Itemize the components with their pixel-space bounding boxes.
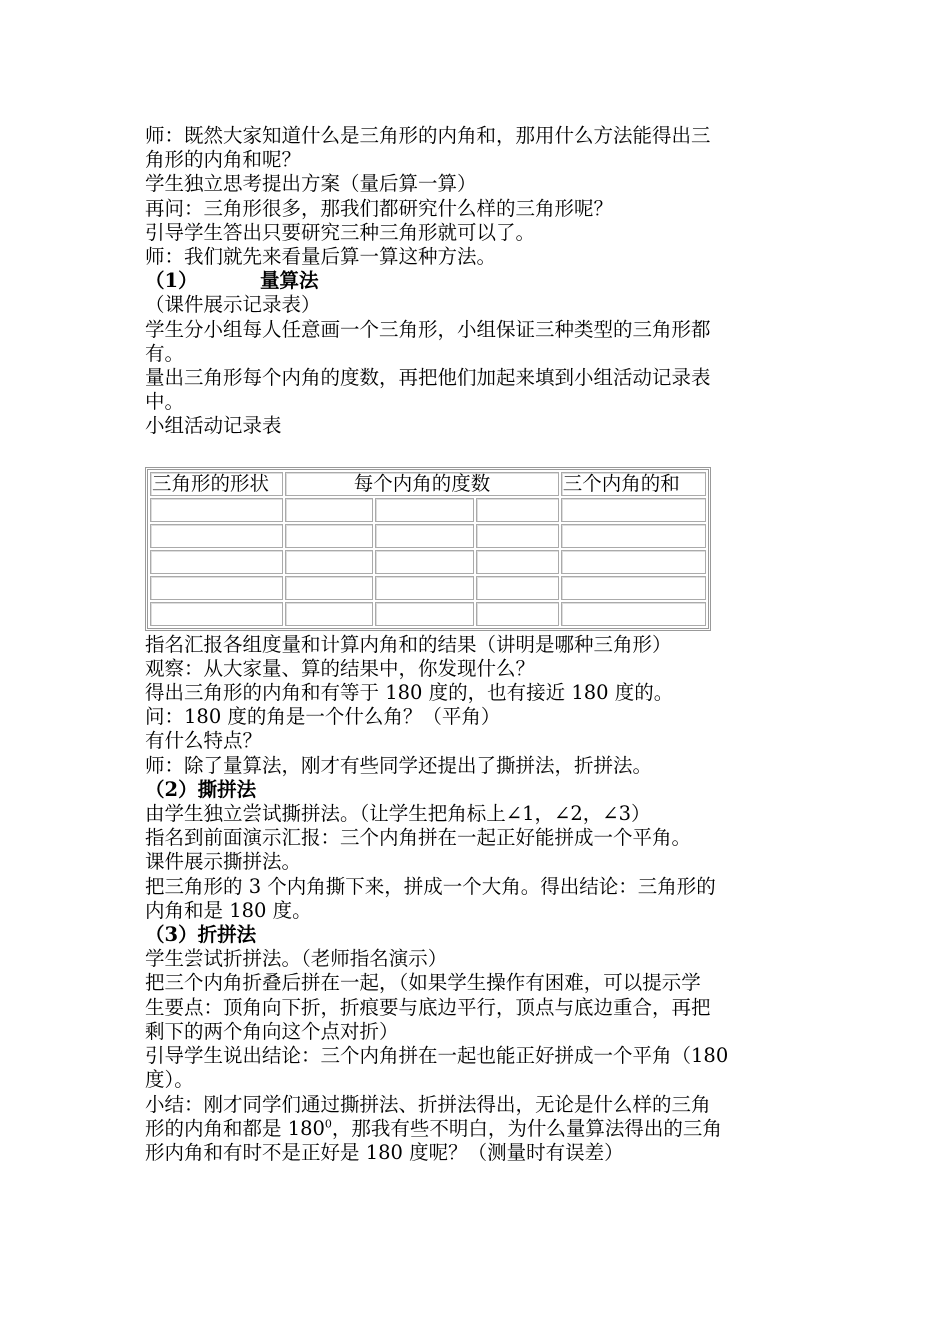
text-line: 指名到前面演示汇报：三个内角拼在一起正好能拼成一个平角。: [145, 826, 692, 850]
text-line: [145, 1117, 805, 1141]
record-table: [145, 467, 711, 631]
text-line: 有。: [145, 341, 185, 365]
section-title: 量算法: [260, 269, 319, 293]
table-cell[interactable]: [150, 498, 283, 522]
table-cell[interactable]: [285, 576, 373, 600]
section-heading-1: [145, 269, 805, 293]
table-cell[interactable]: [375, 602, 473, 626]
text-segment: ，那我有些不明白，为什么量算法得出的三角: [331, 1116, 722, 1140]
table-cell[interactable]: [285, 524, 373, 548]
table-cell[interactable]: [476, 550, 559, 574]
text-line: 形内角和有时不是正好是 180 度呢？（测量时有误差）: [145, 1140, 624, 1164]
text-line: （课件展示记录表）: [145, 293, 321, 317]
header-sum: 三个内角的和: [561, 472, 706, 496]
table-cell[interactable]: [561, 576, 706, 600]
table-cell[interactable]: [375, 550, 473, 574]
text-line: 把三个内角折叠后拼在一起，（如果学生操作有困难，可以提示学: [145, 971, 701, 995]
table-cell[interactable]: [561, 498, 706, 522]
table-cell[interactable]: [285, 498, 373, 522]
text-segment: 形的内角和都是 180: [145, 1116, 325, 1140]
text-line: 得出三角形的内角和有等于 180 度的，也有接近 180 度的。: [145, 681, 674, 705]
text-line: 小结：刚才同学们通过撕拼法、折拼法得出，无论是什么样的三角: [145, 1092, 711, 1116]
text-line: 有什么特点？: [145, 729, 263, 753]
spacer: [145, 439, 805, 463]
text-line: 生要点：顶角向下折，折痕要与底边平行，顶点与底边重合，再把: [145, 995, 711, 1019]
text-line: 内角和是 180 度。: [145, 898, 312, 922]
table-cell[interactable]: [476, 576, 559, 600]
table-row: [150, 602, 706, 626]
table-cell[interactable]: [476, 498, 559, 522]
table-row: [150, 524, 706, 548]
text-line: 角形的内角和呢？: [145, 148, 302, 172]
text-line: 度）。: [145, 1068, 194, 1092]
text-line: 剩下的两个角向这个点对折）: [145, 1019, 399, 1043]
table-cell[interactable]: [476, 524, 559, 548]
table-row: [150, 550, 706, 574]
table-cell[interactable]: [375, 576, 473, 600]
text-line: 由学生独立尝试撕拼法。（让学生把角标上∠1，∠2，∠3）: [145, 802, 651, 826]
text-line: 观察：从大家量、算的结果中，你发现什么？: [145, 656, 536, 680]
table-cell[interactable]: [561, 524, 706, 548]
text-line: 学生尝试折拼法。（老师指名演示）: [145, 947, 448, 971]
table-row: [150, 498, 706, 522]
text-line: 再问：三角形很多，那我们都研究什么样的三角形呢？: [145, 196, 614, 220]
section-heading-2: （2）撕拼法: [145, 777, 257, 801]
table-row: [150, 576, 706, 600]
text-line: 引导学生答出只要研究三种三角形就可以了。: [145, 220, 536, 244]
document-page: [145, 124, 805, 1165]
text-line: 师：既然大家知道什么是三角形的内角和，那用什么方法能得出三: [145, 124, 711, 147]
text-line: 把三角形的 3 个内角撕下来，拼成一个大角。得出结论：三角形的: [145, 874, 716, 898]
text-line: 师：除了量算法，刚才有些同学还提出了撕拼法，折拼法。: [145, 753, 653, 777]
table-cell[interactable]: [375, 498, 473, 522]
table-cell[interactable]: [285, 602, 373, 626]
header-angles: 每个内角的度数: [285, 472, 558, 496]
text-line: 学生分小组每人任意画一个三角形，小组保证三种类型的三角形都: [145, 317, 711, 341]
text-line: 指名汇报各组度量和计算内角和的结果（讲明是哪种三角形）: [145, 632, 672, 656]
table-cell[interactable]: [375, 524, 473, 548]
text-line: 量出三角形每个内角的度数，再把他们加起来填到小组活动记录表: [145, 366, 711, 390]
table-cell[interactable]: [150, 550, 283, 574]
table-caption: 小组活动记录表: [145, 414, 282, 438]
table-cell[interactable]: [561, 602, 706, 626]
table-cell[interactable]: [561, 550, 706, 574]
table-cell[interactable]: [476, 602, 559, 626]
table-cell[interactable]: [150, 576, 283, 600]
degree-superscript: 0: [324, 1117, 332, 1131]
section-heading-3: （3）折拼法: [145, 923, 257, 947]
text-line: 师：我们就先来看量后算一算这种方法。: [145, 245, 497, 269]
header-shape: 三角形的形状: [150, 472, 283, 496]
text-line: 中。: [145, 390, 185, 414]
text-line: 课件展示撕拼法。: [145, 850, 302, 874]
text-line: 引导学生说出结论：三个内角拼在一起也能正好拼成一个平角（180: [145, 1044, 729, 1068]
table-header-row: [150, 472, 706, 496]
table-cell[interactable]: [285, 550, 373, 574]
table-cell[interactable]: [150, 602, 283, 626]
text-line: 学生独立思考提出方案（量后算一算）: [145, 172, 477, 196]
table-cell[interactable]: [150, 524, 283, 548]
text-line: 问：180 度的角是一个什么角？（平角）: [145, 705, 501, 729]
section-number: （1）: [145, 269, 198, 293]
